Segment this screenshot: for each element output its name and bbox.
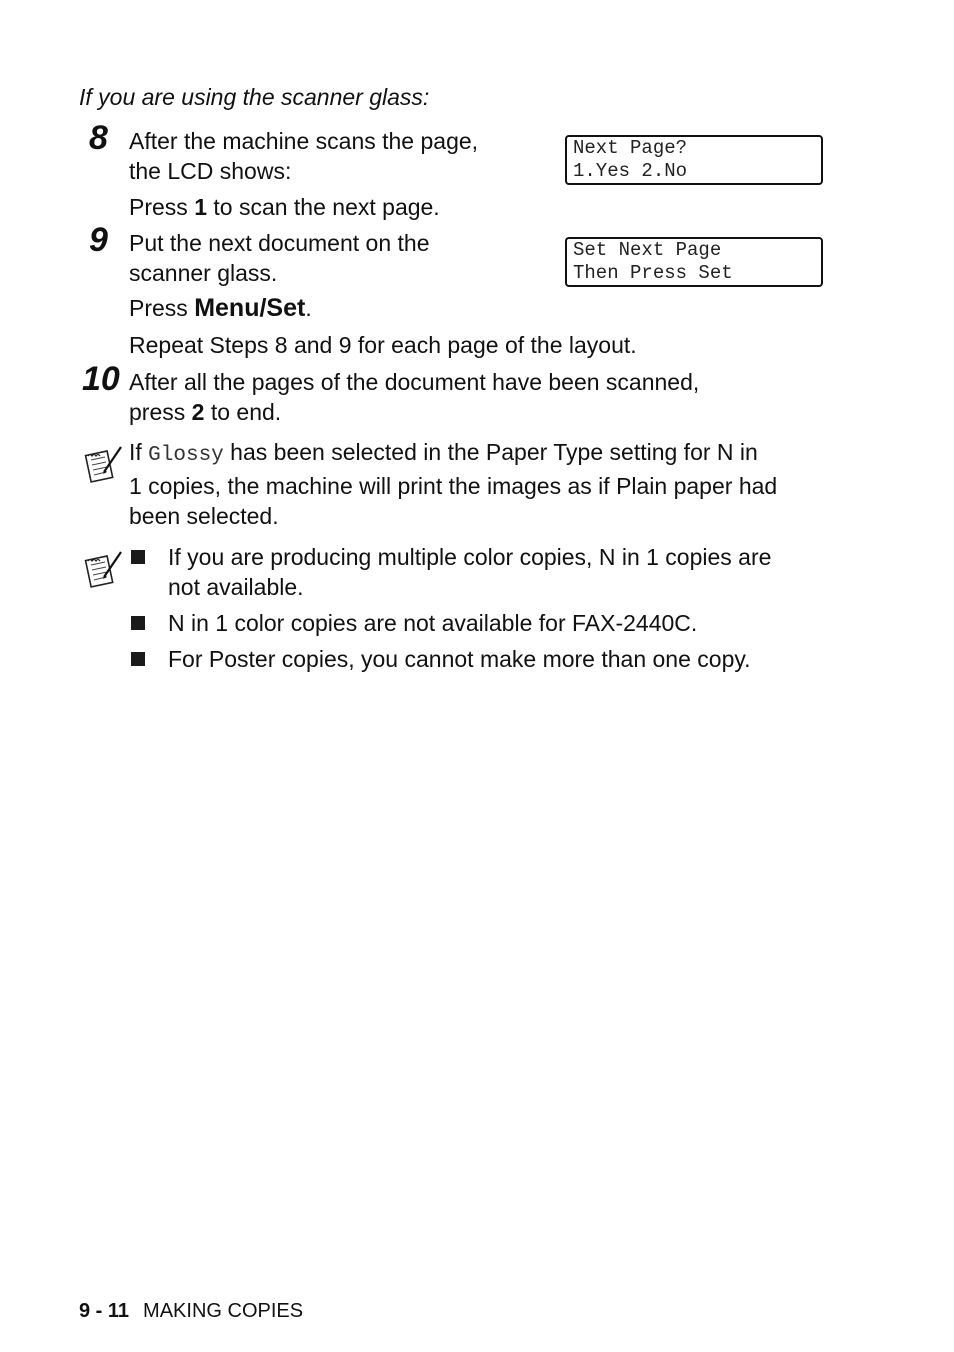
lcd-line-1: Next Page? xyxy=(573,137,688,159)
step-9-press-key: Menu/Set xyxy=(194,294,306,322)
note-1-line3: been selected. xyxy=(129,503,279,529)
step-10-press-pre: press xyxy=(129,399,192,425)
lcd-display-next-page xyxy=(565,135,823,185)
note-1-text xyxy=(129,437,777,531)
square-bullet-icon xyxy=(131,616,145,630)
step-9-repeat: Repeat Steps 8 and 9 for each page of the layout. xyxy=(129,332,637,358)
note-2-item-1-line2: not available. xyxy=(168,574,304,600)
step-9-number: 9 xyxy=(89,221,108,259)
step-10-press xyxy=(129,397,699,427)
step-9-press-pre: Press xyxy=(129,295,195,321)
lcd-display-set-next-page xyxy=(565,237,823,287)
step-10-line1: After all the pages of the document have been scanned, xyxy=(129,369,700,395)
note-2-item-1 xyxy=(168,542,771,602)
page-number: 9 - 11 xyxy=(79,1300,130,1322)
step-10-press-key: 2 xyxy=(191,399,205,425)
note-1-post: has been selected in the Paper Type setting for N in xyxy=(223,439,758,465)
step-8-number: 8 xyxy=(89,119,108,157)
lcd-line-2: 1.Yes 2.No xyxy=(573,160,688,182)
step-8-line1: After the machine scans the page, xyxy=(129,128,479,154)
step-10-number: 10 xyxy=(82,360,120,398)
step-8-press-pre: Press xyxy=(129,194,195,220)
step-8-press-key: 1 xyxy=(194,194,207,220)
note-1-line2: 1 copies, the machine will print the images as if Plain paper had xyxy=(129,473,778,499)
step-8-press-post: to scan the next page. xyxy=(206,194,440,220)
square-bullet-icon xyxy=(131,550,145,564)
note-2-item-1-line1: If you are producing multiple color copies, N in 1 copies are xyxy=(168,544,772,570)
note-1-pre: If xyxy=(129,439,149,465)
note-1-line1 xyxy=(129,437,777,471)
step-9-text xyxy=(129,228,429,288)
section-title: MAKING COPIES xyxy=(143,1300,304,1322)
step-8-text xyxy=(129,126,478,186)
step-9-line1: Put the next document on the xyxy=(129,230,430,256)
section-intro: If you are using the scanner glass: xyxy=(79,84,430,110)
page-footer xyxy=(79,1300,303,1323)
note-2-item-3: For Poster copies, you cannot make more than one copy. xyxy=(168,646,751,672)
square-bullet-icon xyxy=(131,652,145,666)
step-10-text xyxy=(129,367,699,427)
step-9-press xyxy=(129,293,312,323)
lcd-line-1: Set Next Page xyxy=(573,239,722,261)
step-9-line2: scanner glass. xyxy=(129,260,278,286)
step-8-press xyxy=(129,192,440,222)
note-2-item-2: N in 1 color copies are not available for FAX-2440C. xyxy=(168,610,698,636)
lcd-line-2: Then Press Set xyxy=(573,262,733,284)
step-9-press-post: . xyxy=(305,295,312,321)
step-10-press-post: to end. xyxy=(204,399,282,425)
note-pencil-icon xyxy=(84,444,124,484)
note-pencil-icon xyxy=(84,549,124,589)
note-1-setting-value: Glossy xyxy=(148,444,224,467)
step-8-line2: the LCD shows: xyxy=(129,158,292,184)
